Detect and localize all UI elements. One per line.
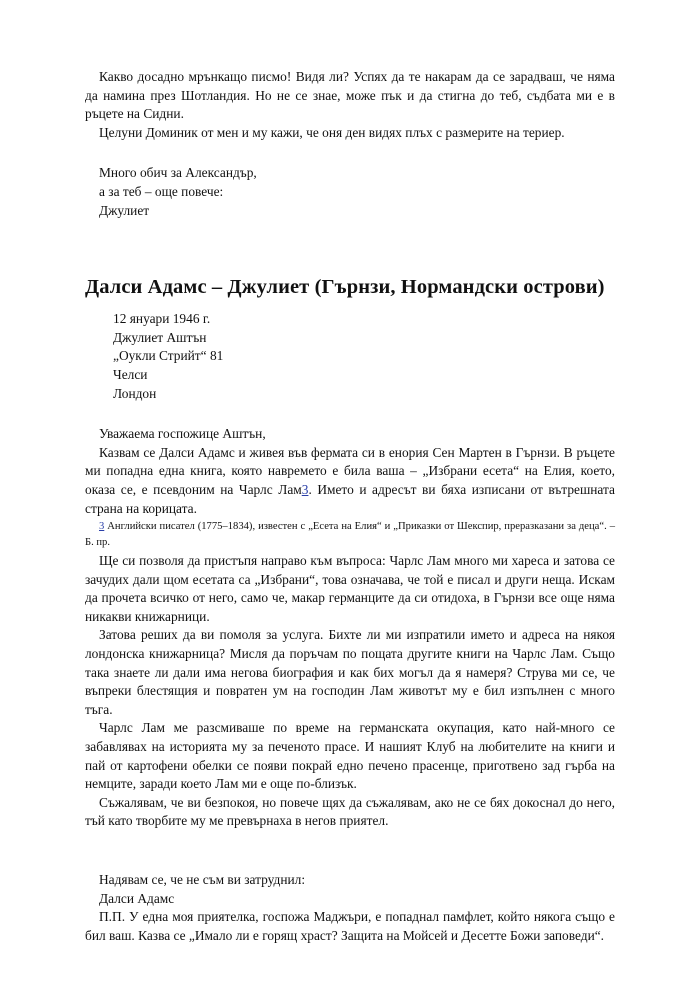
paragraph-text: Казвам се Далси Адамс и живея във фермата си в енория Сен Мартен в Гърнзи. В ръцете ми попадна една книга, която навремето е била ваша – „Избрани есета“ на Елия, което, оказа се, е псевдоним на Чарлс Лам — [85, 444, 615, 497]
signature: Джулиет — [99, 202, 150, 218]
footnote-backlink[interactable]: 3 — [99, 521, 105, 533]
footnote — [85, 519, 615, 551]
paragraph: Чарлс Лам ме разсмиваше по време на германската окупация, като най-много се забавлявах на историята му за печеното прасе. И нашият Клуб на любителите на книги и пай от картофени обелки се появи покрай едно печено прасенце, приготвено зад гърба на немците, заради което Лам ми е още по-близък. — [85, 720, 615, 792]
closing-line: Много обич за Александър, — [99, 165, 257, 181]
recipient-street: „Оукли Стрийт“ 81 — [113, 348, 224, 364]
recipient-district: Челси — [113, 366, 148, 382]
paragraph: Какво досадно мрънкащо писмо! Видя ли? Успях да те накарам да се зарадваш, че няма да намина през Шотландия. Но не се знае, може пък и да стигна до теб, съдбата ми е в ръцете на Сидни. — [85, 69, 615, 122]
paragraph: Ще си позволя да пристъпя направо към въпроса: Чарлс Лам много ми хареса и затова се зачудих дали щом есетата са „Избрани“, това означава, че той е писал и други неща. Искам да прочета всичко от него, само че, макар германците да си отидоха, в Гърнзи все още няма никакви книжарници. — [85, 553, 615, 624]
recipient-name: Джулиет Аштън — [113, 329, 207, 345]
paragraph — [85, 444, 615, 518]
closing-line: а за теб – още повече: — [99, 183, 224, 199]
letter-date: 12 януари 1946 г. — [113, 311, 211, 327]
section-title: Далси Адамс – Джулиет (Гърнзи, Нормандски острови) — [85, 276, 605, 299]
paragraph: Целуни Доминик от мен и му кажи, че оня ден видях плъх с размерите на териер. — [99, 124, 565, 140]
signature: Далси Адамс — [99, 890, 175, 906]
salutation: Уважаема госпожице Аштън, — [99, 426, 266, 442]
footnote-text: Английски писател (1775–1834), известен с „Есета на Елия“ и „Приказки от Шекспир, преразказани за деца“. – Б. пр. — [85, 521, 615, 549]
document-page — [85, 68, 615, 945]
letter-closing — [85, 871, 615, 908]
paragraph: Затова реших да ви помоля за услуга. Бихте ли ми изпратили името и адреса на някоя лондонска книжарница? Мисля да поръчам по пощата другите книги на Чарлс Лам. Също така знаете ли дали има негова биография и как бих могъл да я намеря? Струва ми се, че въпреки блестящия и повратен ум на господин Лам животът му е бил изпълнен с много тъга. — [85, 627, 615, 717]
postscript: П.П. У една моя приятелка, госпожа Маджъри, е попаднал памфлет, който някога също е бил ваш. Казва се „Имало ли е горящ храст? Защита на Мойсей и Десетте Божи заповеди“. — [85, 909, 615, 943]
closing-line: Надявам се, че не съм ви затруднил: — [99, 872, 306, 887]
paragraph-text: . Името и адресът ви бяха изписани от вътрешната страна на корицата. — [85, 481, 615, 516]
paragraph: Съжалявам, че ви безпокоя, но повече щях да съжалявам, ако не се бях докоснал до него, тъй като творбите му ме превърнаха в негов приятел. — [85, 794, 615, 829]
letter-closing — [85, 164, 615, 220]
recipient-city: Лондон — [113, 385, 157, 401]
letter-header — [85, 310, 615, 403]
footnote-link[interactable]: 3 — [301, 481, 309, 497]
